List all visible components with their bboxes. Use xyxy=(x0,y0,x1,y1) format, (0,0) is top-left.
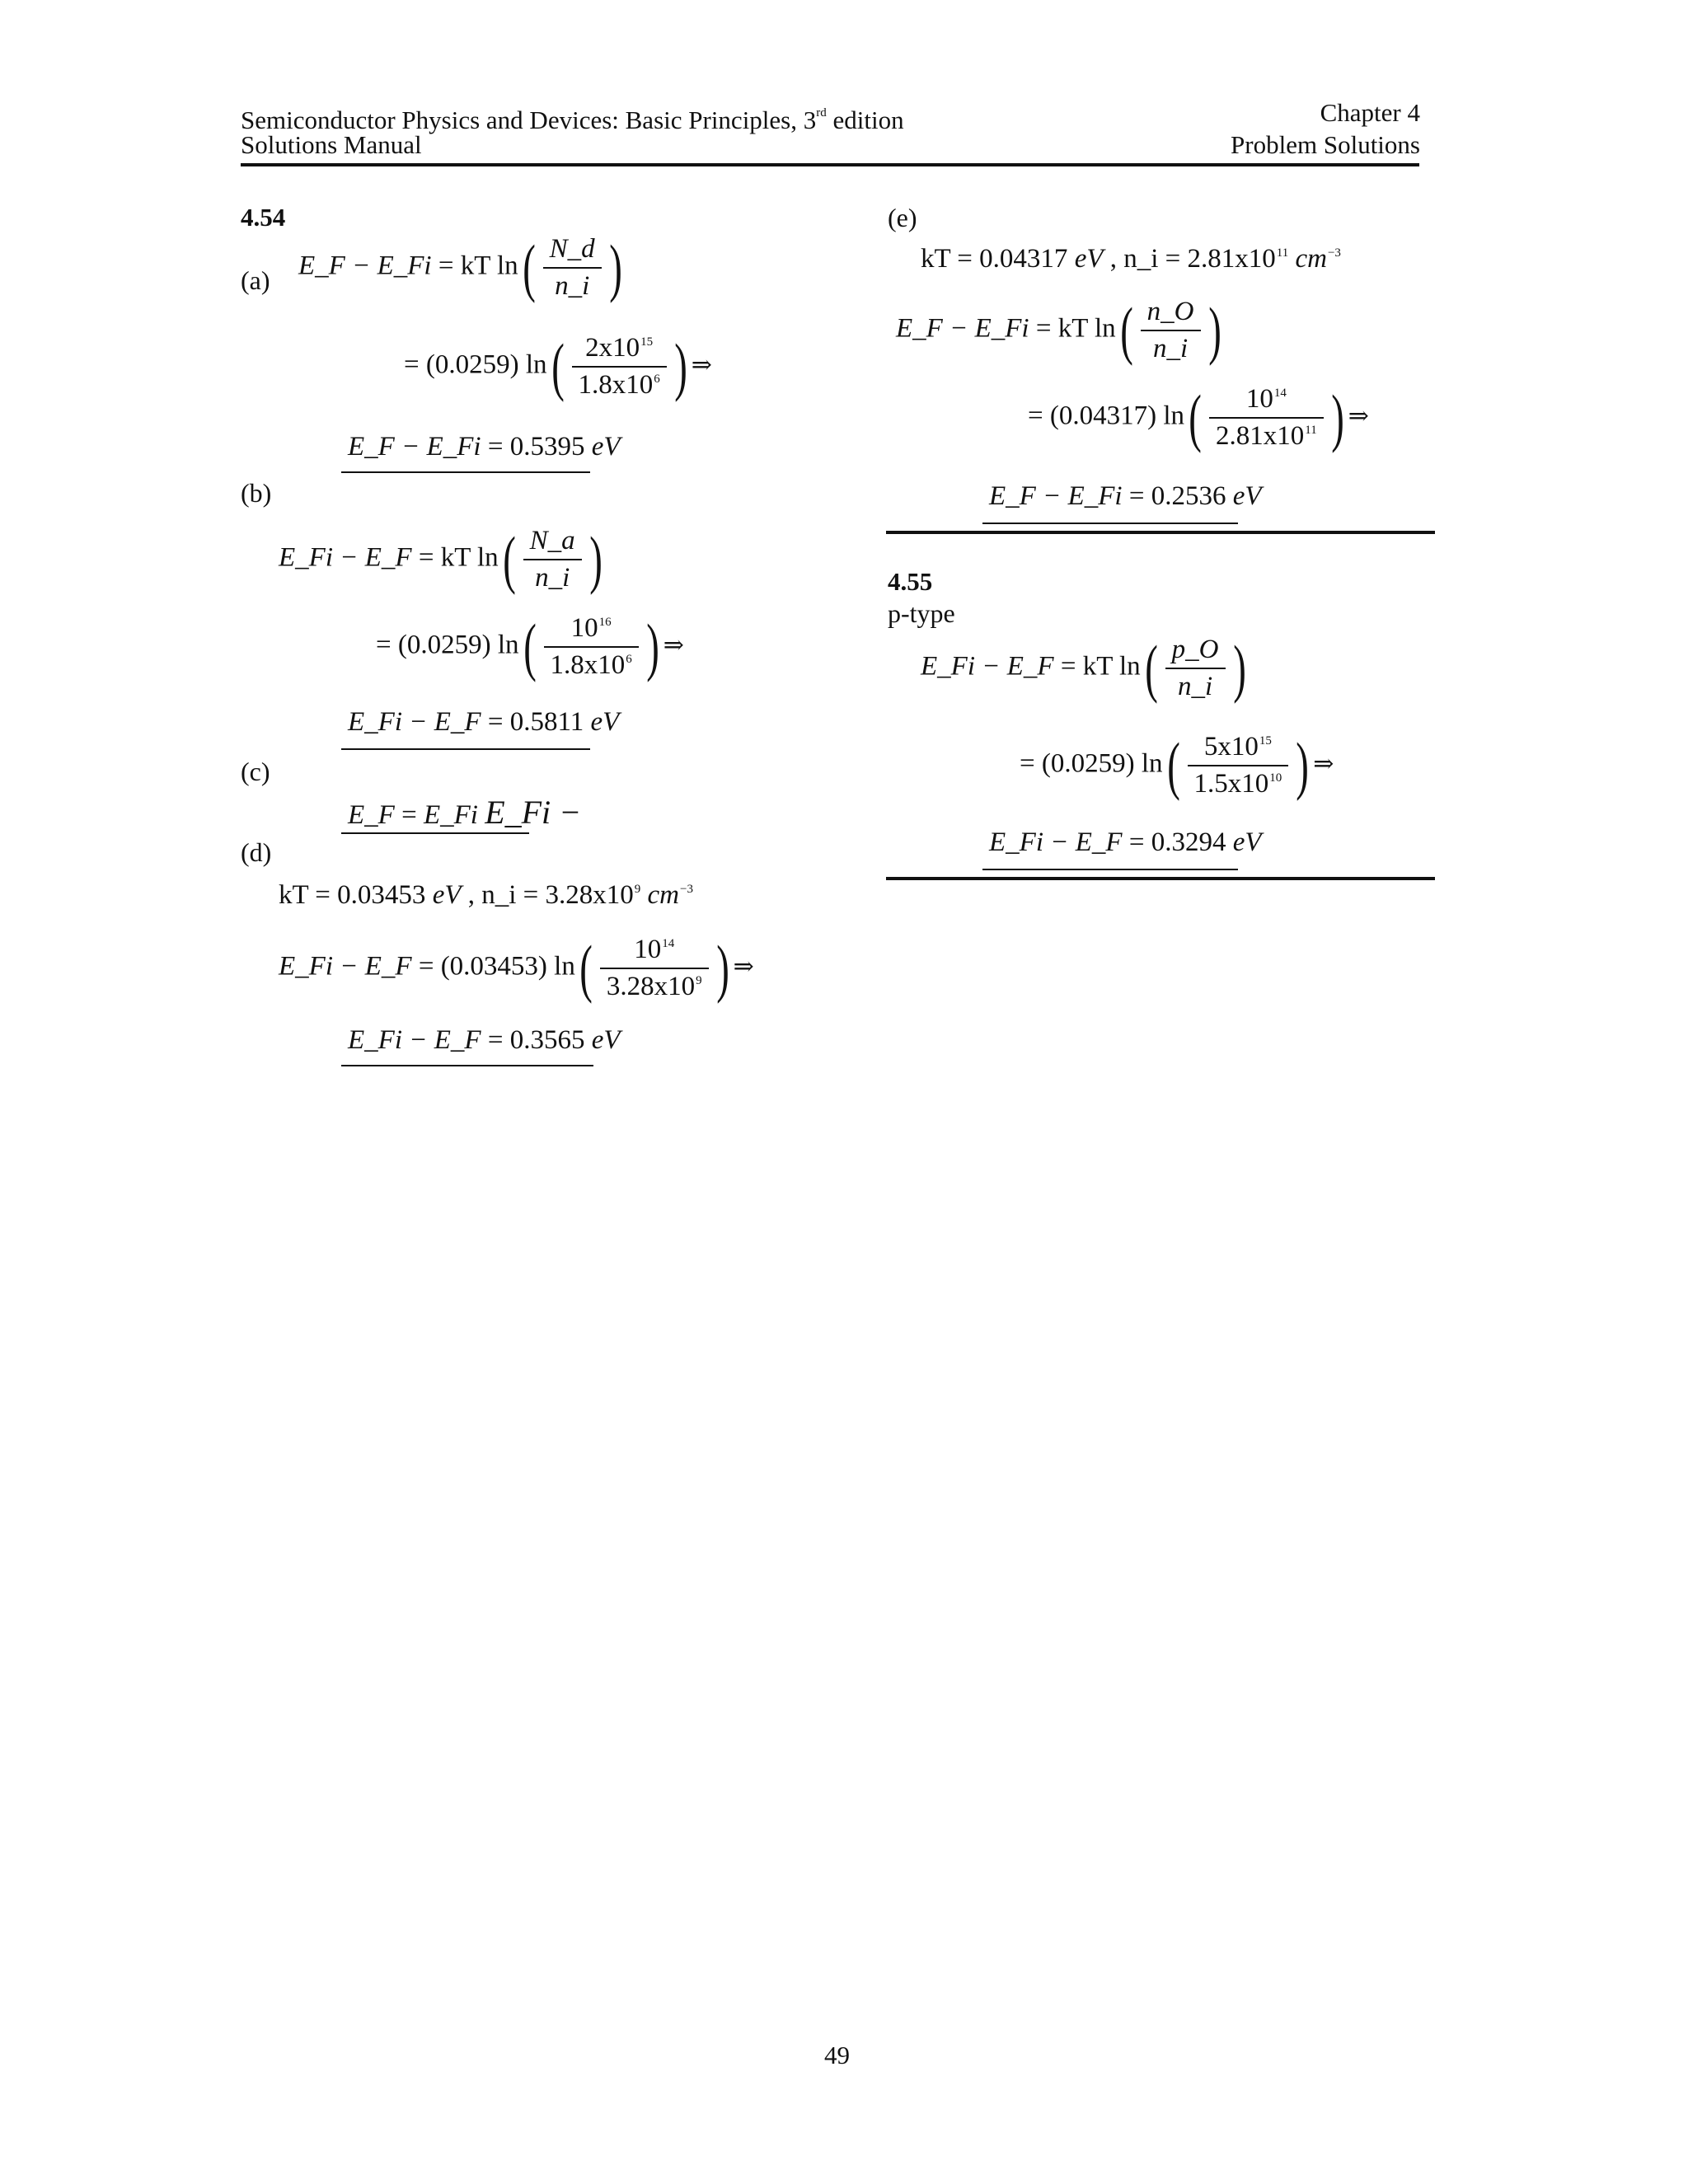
unit: eV xyxy=(1232,827,1262,857)
kT-unit: eV xyxy=(432,880,462,910)
den-base: 1.8x10 xyxy=(550,650,626,680)
left-paren: ( xyxy=(523,611,537,682)
left-paren: ( xyxy=(1144,632,1158,704)
value: = 0.5811 xyxy=(487,707,584,737)
page-number: 49 xyxy=(824,2041,850,2069)
denominator: n_i xyxy=(1141,330,1201,364)
problem-4-55-underline xyxy=(982,869,1238,870)
den-exp: 6 xyxy=(626,653,632,666)
coef: = (0.0259) ln xyxy=(404,349,547,380)
left-paren: ( xyxy=(1166,729,1180,801)
header-subtitle: Solutions Manual xyxy=(241,130,422,159)
num-exp: 14 xyxy=(662,937,675,950)
unit: cm xyxy=(1295,244,1327,274)
unit-exp: −3 xyxy=(680,883,693,896)
value: = 0.3294 xyxy=(1128,827,1226,857)
kT-unit: eV xyxy=(1074,244,1104,274)
implies-arrow: ⇒ xyxy=(691,351,712,379)
denominator: n_i xyxy=(543,267,602,302)
num-base: 10 xyxy=(634,935,662,964)
lhs: E_Fi − E_F xyxy=(921,651,1054,682)
den-base: 1.8x10 xyxy=(578,370,654,400)
rhs: = kT ln xyxy=(1035,313,1116,344)
problem-number-4-55: 4.55 xyxy=(888,567,933,596)
part-e-result xyxy=(989,481,1262,512)
part-d-result xyxy=(348,1025,621,1056)
lhs: E_Fi − E_F xyxy=(348,707,481,737)
implies-arrow: ⇒ xyxy=(1348,402,1369,430)
right-paren: ) xyxy=(1232,632,1246,704)
coef: = (0.03453) ln xyxy=(418,951,575,982)
den-base: 1.5x10 xyxy=(1193,769,1269,799)
part-e-equation-1 xyxy=(921,244,1341,274)
num-exp: 16 xyxy=(598,616,612,629)
coef: = (0.0259) ln xyxy=(376,630,519,660)
header-chapter: Chapter 4 xyxy=(1320,98,1420,127)
value: = 0.3565 xyxy=(487,1025,585,1055)
rhs: = kT ln xyxy=(1060,651,1141,682)
part-e-underline xyxy=(982,523,1238,524)
ni-exp: 9 xyxy=(634,883,641,896)
num-exp: 15 xyxy=(640,335,654,349)
value: = 0.5395 xyxy=(487,432,585,462)
part-b-underline xyxy=(341,748,590,750)
part-e-equation-3 xyxy=(1028,384,1369,452)
value: = 0.2536 xyxy=(1128,481,1226,511)
part-d-label: (d) xyxy=(241,837,272,867)
kT: kT = 0.04317 xyxy=(921,244,1068,274)
lhs: E_Fi − E_F xyxy=(279,951,412,982)
coef: = (0.0259) ln xyxy=(1020,748,1163,779)
implies-arrow: ⇒ xyxy=(1313,750,1334,778)
lhs: E_F − E_Fi xyxy=(298,251,432,281)
num-base: 2x10 xyxy=(585,333,640,363)
part-b-equation-2 xyxy=(376,613,684,681)
lhs: E_Fi − E_F xyxy=(348,1025,481,1055)
problem-4-54-end-rule xyxy=(886,531,1435,534)
part-a-result xyxy=(348,432,621,462)
coef: = (0.04317) ln xyxy=(1028,401,1185,431)
den-base: 3.28x10 xyxy=(606,972,696,1001)
unit: eV xyxy=(590,707,620,737)
numerator: p_O xyxy=(1171,635,1219,664)
unit: eV xyxy=(591,1025,621,1055)
part-c-label: (c) xyxy=(241,757,270,786)
den-exp: 10 xyxy=(1269,771,1282,785)
den-base: 2.81x10 xyxy=(1216,421,1305,451)
denominator: n_i xyxy=(1165,668,1226,702)
ni: , n_i = 2.81x10 xyxy=(1109,244,1276,274)
part-c-underline xyxy=(341,832,529,834)
ni: , n_i = 3.28x10 xyxy=(467,880,634,910)
left-paren: ( xyxy=(551,330,565,402)
right-paren: ) xyxy=(1330,382,1344,453)
rhs: E_Fi xyxy=(423,800,478,830)
numerator: N_d xyxy=(549,234,595,264)
lhs: E_F − E_Fi xyxy=(348,432,481,462)
num-base: 10 xyxy=(570,613,598,643)
num-base: 5x10 xyxy=(1203,732,1259,762)
den-exp: 11 xyxy=(1305,424,1317,437)
part-c-result xyxy=(348,793,581,832)
right-paren: ) xyxy=(645,611,659,682)
problem-4-55-result xyxy=(989,827,1262,858)
right-paren: ) xyxy=(1296,729,1310,801)
left-paren: ( xyxy=(522,232,536,303)
left-paren: ( xyxy=(1119,294,1133,366)
numerator: N_a xyxy=(529,526,575,555)
extra: E_Fi − xyxy=(485,794,582,831)
den-exp: 9 xyxy=(696,974,702,987)
implies-arrow: ⇒ xyxy=(663,631,684,659)
eq: = xyxy=(401,800,417,830)
book-title-text: Semiconductor Physics and Devices: Basic Principles, 3 xyxy=(241,105,817,134)
numerator: n_O xyxy=(1146,297,1194,326)
problem-4-55-type: p-type xyxy=(888,598,955,628)
part-b-label: (b) xyxy=(241,478,272,508)
kT: kT = 0.03453 xyxy=(279,880,426,910)
header-rule xyxy=(241,163,1419,166)
part-b-equation-1 xyxy=(279,523,607,595)
unit: eV xyxy=(1232,481,1262,511)
part-d-equation-1 xyxy=(279,880,693,911)
lhs: E_F xyxy=(348,800,395,830)
lhs: E_F − E_Fi xyxy=(989,481,1123,511)
part-d-underline xyxy=(341,1065,593,1066)
denominator: n_i xyxy=(523,559,582,593)
left-paren: ( xyxy=(579,932,593,1004)
part-a-label: (a) xyxy=(241,265,270,295)
num-exp: 15 xyxy=(1259,734,1272,748)
left-paren: ( xyxy=(502,523,516,595)
den-exp: 6 xyxy=(654,373,660,386)
edition-superscript: rd xyxy=(816,106,827,120)
problem-number-4-54: 4.54 xyxy=(241,203,286,232)
right-paren: ) xyxy=(588,523,603,595)
part-a-underline xyxy=(341,471,590,473)
lhs: E_Fi − E_F xyxy=(279,542,412,573)
ni-exp: 11 xyxy=(1276,246,1289,260)
problem-4-55-equation-2 xyxy=(1020,729,1334,801)
edition-word: edition xyxy=(826,105,904,134)
part-b-result xyxy=(348,707,619,738)
unit: cm xyxy=(647,880,680,910)
part-e-equation-2 xyxy=(896,294,1225,366)
part-a-equation-1 xyxy=(298,234,626,302)
unit-exp: −3 xyxy=(1327,246,1341,260)
num-exp: 14 xyxy=(1273,387,1287,400)
problem-4-55-end-rule xyxy=(886,877,1435,880)
lhs: E_F − E_Fi xyxy=(896,313,1029,344)
rhs: = kT ln xyxy=(418,542,499,573)
right-paren: ) xyxy=(1207,294,1221,366)
lhs: E_Fi − E_F xyxy=(989,827,1123,857)
implies-arrow: ⇒ xyxy=(733,953,754,981)
part-d-equation-2 xyxy=(279,932,754,1004)
right-paren: ) xyxy=(608,232,622,303)
right-paren: ) xyxy=(715,932,729,1004)
left-paren: ( xyxy=(1189,382,1202,453)
part-a-equation-2 xyxy=(404,330,712,402)
right-paren: ) xyxy=(673,330,687,402)
part-e-label: (e) xyxy=(888,203,917,232)
header-section: Problem Solutions xyxy=(1231,130,1420,159)
num-base: 10 xyxy=(1245,384,1273,414)
unit: eV xyxy=(591,432,621,462)
rhs: = kT ln xyxy=(438,251,518,281)
problem-4-55-equation-1 xyxy=(921,632,1250,704)
